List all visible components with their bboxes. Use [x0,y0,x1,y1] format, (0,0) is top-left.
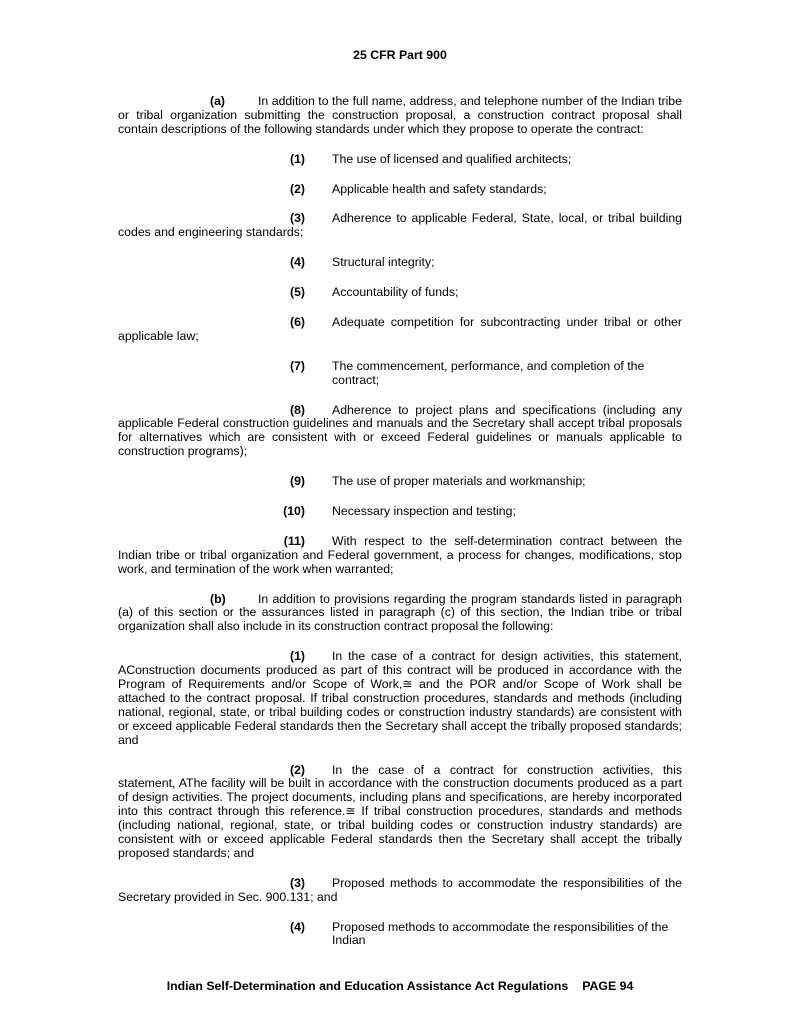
footer-title: Indian Self-Determination and Education Assistance Act Regulations [166,979,569,993]
item-label: (3) [289,211,305,226]
list-item-a7 [258,360,682,388]
item-text: Accountability of funds; [332,285,459,300]
item-label: (8) [289,402,305,417]
item-label: (7) [289,358,305,373]
item-text: In the case of a contract for design activities, this statement, AConstruction documents produced as part of this contract will be produced in accordance with the Program of Requirements and/or Scope of Work,≅ and the POR and/or Scope of Work shall be attached to the contract proposal. If tribal construction procedures, standards and methods (including national, regional, state, or tribal building codes or construction industry standards) are consistent with or exceed applicable Federal standards then the Secretary shall accept the tribally proposed standards; and [118,649,682,747]
item-text: Adequate competition for subcontracting under tribal or other applicable law; [118,315,682,343]
item-text: With respect to the self-determination contract between the Indian tribe or tribal organization and Federal government, a process for changes, modifications, stop work, and termination of the work when warranted; [118,533,682,576]
paragraph-a-text: In addition to the full name, address, and telephone number of the Indian tribe or tribal organization submitting the construction proposal, a construction contract proposal shall contain descriptions of the following standards under which they propose to operate the contract: [118,94,682,136]
item-label: (1) [289,649,305,664]
item-text: Proposed methods to accommodate the responsibilities of the Secretary provided in Sec. 900.131; and [118,875,682,904]
paragraph-a [118,95,682,137]
item-label: (4) [289,255,305,270]
list-item-a3 [118,212,682,240]
item-label: (4) [289,919,305,934]
document-body [118,95,682,964]
paragraph-b [118,593,682,635]
item-label: (9) [289,474,305,489]
paragraph-b-label: (b) [210,591,226,606]
item-text: Proposed methods to accommodate the responsibilities of the Indian [332,919,669,948]
item-text: The use of proper materials and workmanship; [332,474,586,489]
item-text: The use of licensed and qualified architects; [332,151,572,166]
item-text: Structural integrity; [332,255,435,270]
item-text: In the case of a contract for construction activities, this statement, AThe facility will be built in accordance with the construction documents produced as a part of design activities. The project documents, including plans and specifications, are hereby incorporated into this contract through this reference.≅ If tribal construction procedures, standards and methods (including national, regional, state, or tribal building codes or construction industry standards) are consistent with or exceed applicable Federal standards then the Secretary shall accept the tribally proposed standards; and [118,762,682,860]
list-item-a5 [258,286,682,300]
item-text: Adherence to applicable Federal, State, local, or tribal building codes and engineering standards; [118,211,682,240]
paragraph-b-text: In addition to provisions regarding the program standards listed in paragraph (a) of this section or the assurances listed in paragraph (c) of this section, the Indian tribe or tribal organization shall also include in its construction contract proposal the following: [118,591,682,634]
list-item-b4 [258,921,682,949]
item-text: The commencement, performance, and completion of the contract; [332,358,645,387]
item-label: (11) [283,533,305,548]
list-item-a8 [118,404,682,460]
item-label: (6) [289,315,305,330]
list-item-a2 [258,183,682,197]
item-label: (2) [289,762,305,777]
item-text: Adherence to project plans and specifications (including any applicable Federal construction guidelines and manuals and the Secretary shall accept tribal proposals for alternatives which are consistent with or exceed Federal guidelines or manuals applicable to construction programs); [118,402,682,459]
page-number: PAGE 94 [582,979,634,993]
list-item-a1 [258,153,682,167]
item-label: (10) [283,504,305,519]
list-item-a4 [258,256,682,270]
item-label: (5) [289,285,305,300]
list-item-b3 [118,877,682,905]
item-text: Necessary inspection and testing; [332,504,516,519]
page-footer [0,980,800,994]
list-item-b1 [118,650,682,747]
page-header: 25 CFR Part 900 [353,48,447,62]
paragraph-a-label: (a) [210,94,226,108]
item-text: Applicable health and safety standards; [332,181,547,196]
list-item-a6 [118,316,682,344]
item-label: (3) [289,875,305,890]
item-label: (1) [289,151,305,166]
list-item-a9 [258,475,682,489]
list-item-a10 [258,505,682,519]
list-item-a11 [118,535,682,577]
item-label: (2) [289,181,305,196]
list-item-b2 [118,764,682,861]
